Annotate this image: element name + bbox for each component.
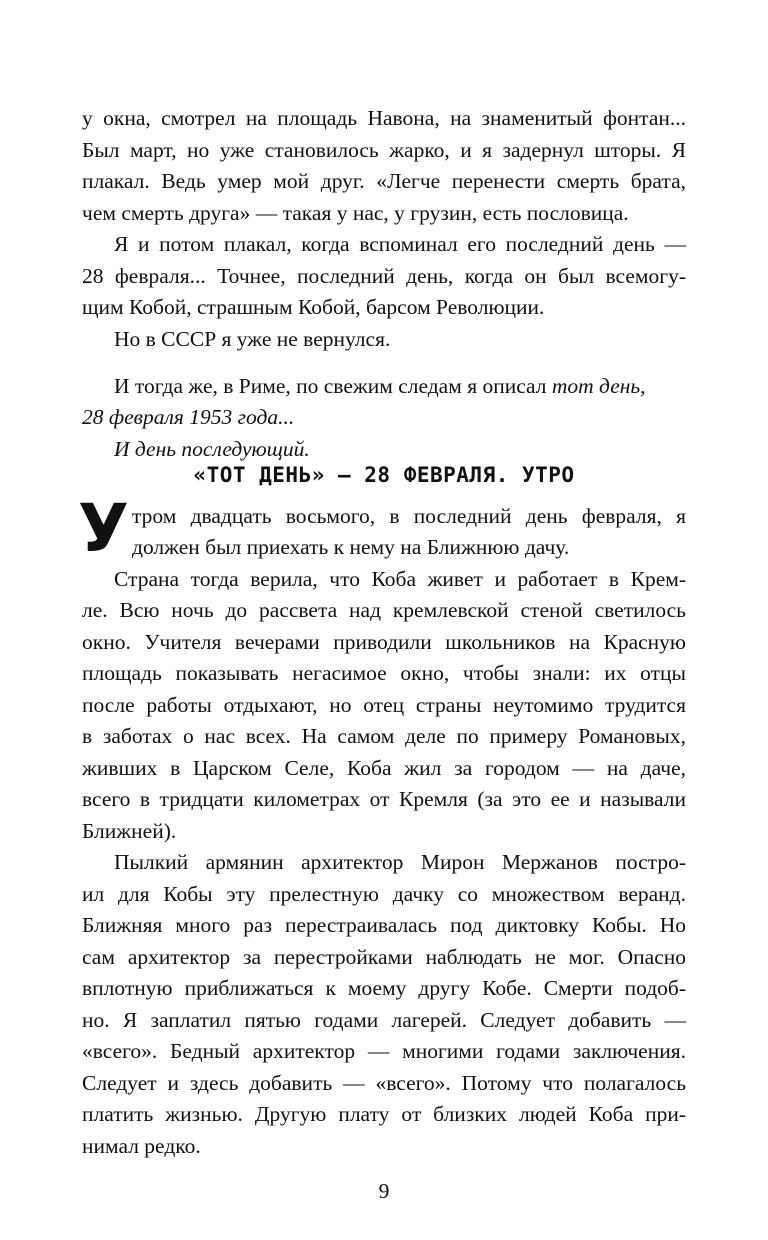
text-line: ле. Всю ночь до рассвета над кремлевской стеной светилось — [82, 598, 686, 623]
text-line: у окна, смотрел на площадь Навона, на знаменитый фонтан... — [82, 106, 686, 131]
text-line: площадь показывать негасимое окно, чтобы знали: их отцы — [82, 661, 686, 686]
text-line: Я и потом плакал, когда вспоминал его последний день — — [114, 232, 686, 257]
text-line: «всего». Бедный архитектор — многими годами заключения. — [82, 1039, 686, 1064]
text-line: нимал редко. — [82, 1133, 201, 1158]
text-line: окно. Учителя вечерами приводили школьников на Красную — [82, 629, 686, 654]
italic-line: И день последующий. — [114, 436, 310, 461]
text-line: вплотную приближаться к моему другу Кобе. Смерти подоб- — [82, 976, 686, 1001]
text-line: но. Я заплатил пятью годами лагерей. Следует добавить — — [82, 1007, 686, 1032]
text-span: И тогда же, в Риме, по свежим следам я описал — [114, 373, 552, 398]
italic-line: 28 февраля 1953 года... — [82, 405, 295, 430]
text-line: чем смерть друга» — такая у нас, у грузин, есть пословица. — [82, 200, 629, 225]
text-line: должен был приехать к нему на Ближнюю дачу. — [132, 535, 570, 560]
italic-span: тот день, — [551, 373, 646, 398]
text-line: Ближней). — [82, 818, 177, 843]
italic-intro-line — [114, 370, 686, 402]
text-line: после работы отдыхают, но отец страны неутомимо трудится — [82, 692, 686, 717]
text-line: Пылкий армянин архитектор Мирон Мержанов постро- — [114, 850, 686, 875]
page-number: 9 — [378, 1178, 390, 1203]
text-line: щим Кобой, страшным Кобой, барсом Революции. — [82, 295, 545, 320]
text-line: Страна тогда верила, что Коба живет и работает в Крем- — [114, 566, 686, 591]
text-line: плакал. Ведь умер мой друг. «Легче перенести смерть брата, — [82, 169, 686, 194]
text-line: Был март, но уже становилось жарко, и я задернул шторы. Я — [82, 137, 686, 162]
text-line: Следует и здесь добавить — «всего». Потому что полагалось — [82, 1070, 686, 1095]
text-line: ил для Кобы эту прелестную дачку со множеством веранд. — [82, 881, 686, 906]
chapter-heading: «ТОТ ДЕНЬ» — 28 ФЕВРАЛЯ. УТРО — [193, 462, 575, 487]
text-line: Ближняя много раз перестраивалась под диктовку Кобы. Но — [82, 913, 686, 938]
text-line: в заботах о нас всех. На самом деле по примеру Романовых, — [82, 724, 686, 749]
text-line: тром двадцать восьмого, в последний день февраля, я — [132, 503, 686, 528]
drop-cap: У — [78, 489, 129, 567]
text-line: сам архитектор за перестройками наблюдать не мог. Опасно — [82, 944, 686, 969]
text-line: Но в СССР я уже не вернулся. — [114, 326, 391, 351]
text-line: живших в Царском Селе, Коба жил за городом — на даче, — [82, 755, 686, 780]
text-line: всего в тридцати километрах от Кремля (за это ее и называли — [82, 787, 686, 812]
text-line: 28 февраля... Точнее, последний день, когда он был всемогу- — [82, 263, 686, 288]
text-line: платить жизнью. Другую плату от близких людей Коба при- — [82, 1102, 686, 1127]
